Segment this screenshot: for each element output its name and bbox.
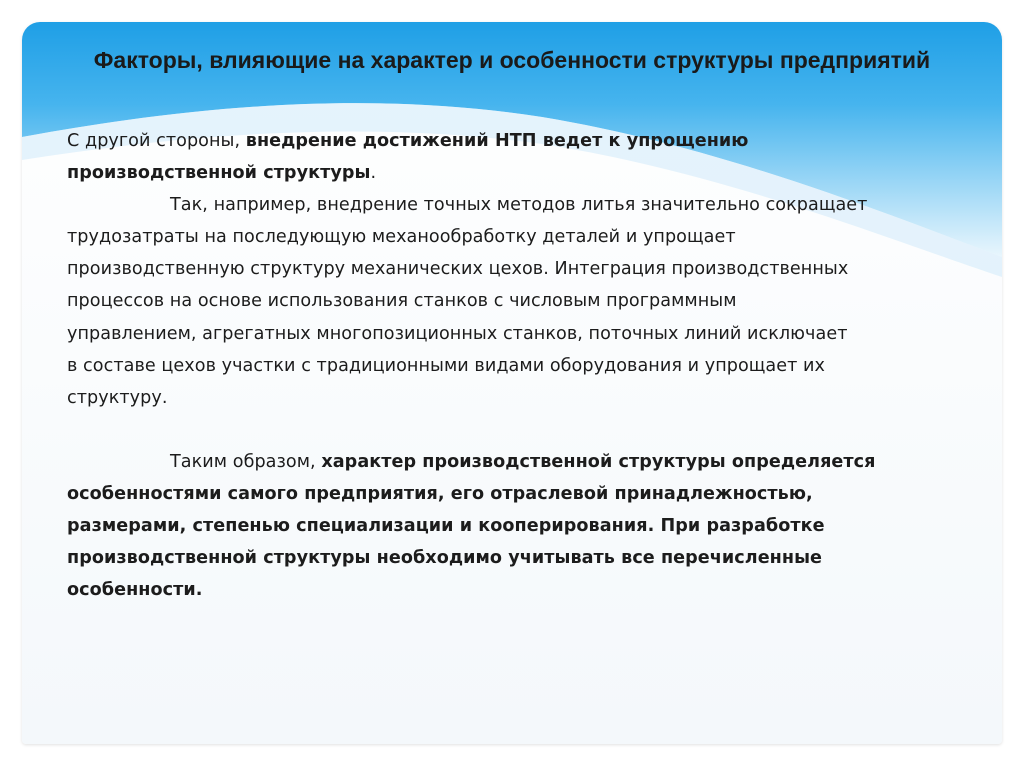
slide-card xyxy=(22,22,1002,744)
paragraph-3-emphasis: особенности. xyxy=(67,580,203,601)
paragraph-3-emphasis: производственной структуры необходимо учитывать все перечисленные xyxy=(67,548,823,569)
paragraph-1-line-2 xyxy=(67,157,987,189)
slide-title: Факторы, влияющие на характер и особенности структуры предприятий xyxy=(93,47,931,73)
paragraph-1-intro: С другой стороны, xyxy=(67,131,246,151)
paragraph-3-intro: Таким образом, xyxy=(170,451,322,472)
paragraph-2-line: Так, например, внедрение точных методов литья значительно сокращает xyxy=(170,195,868,216)
paragraph-2-line: трудозатраты на последующую механообработку деталей и упрощает xyxy=(67,227,736,248)
paragraph-3-line-1 xyxy=(67,446,987,478)
paragraph-2-line: процессов на основе использования станков с числовым программным xyxy=(67,291,737,312)
paragraph-1-emphasis-b: производственной структуры xyxy=(67,163,371,184)
paragraph-2-line: производственную структуру механических цехов. Интеграция производственных xyxy=(67,259,849,280)
slide-body xyxy=(67,125,987,606)
paragraph-1-emphasis-a: внедрение достижений НТП ведет к упрощению xyxy=(245,131,749,151)
paragraph-3-emphasis: размерами, степенью специализации и кооперирования. При разработке xyxy=(67,516,825,537)
paragraph-1-line-1 xyxy=(67,125,987,157)
paragraph-2-line: в составе цехов участки с традиционными видами оборудования и упрощает их xyxy=(67,355,826,376)
paragraph-1-end: . xyxy=(370,163,377,184)
paragraph-3-emphasis: особенностями самого предприятия, его отраслевой принадлежностью, xyxy=(67,484,813,505)
paragraph-2-line: управлением, агрегатных многопозиционных станков, поточных линий исключает xyxy=(67,323,848,344)
paragraph-gap xyxy=(67,414,987,446)
paragraph-2-line: структуру. xyxy=(67,387,168,408)
paragraph-3-emphasis: характер производственной структуры определяется xyxy=(321,451,876,472)
